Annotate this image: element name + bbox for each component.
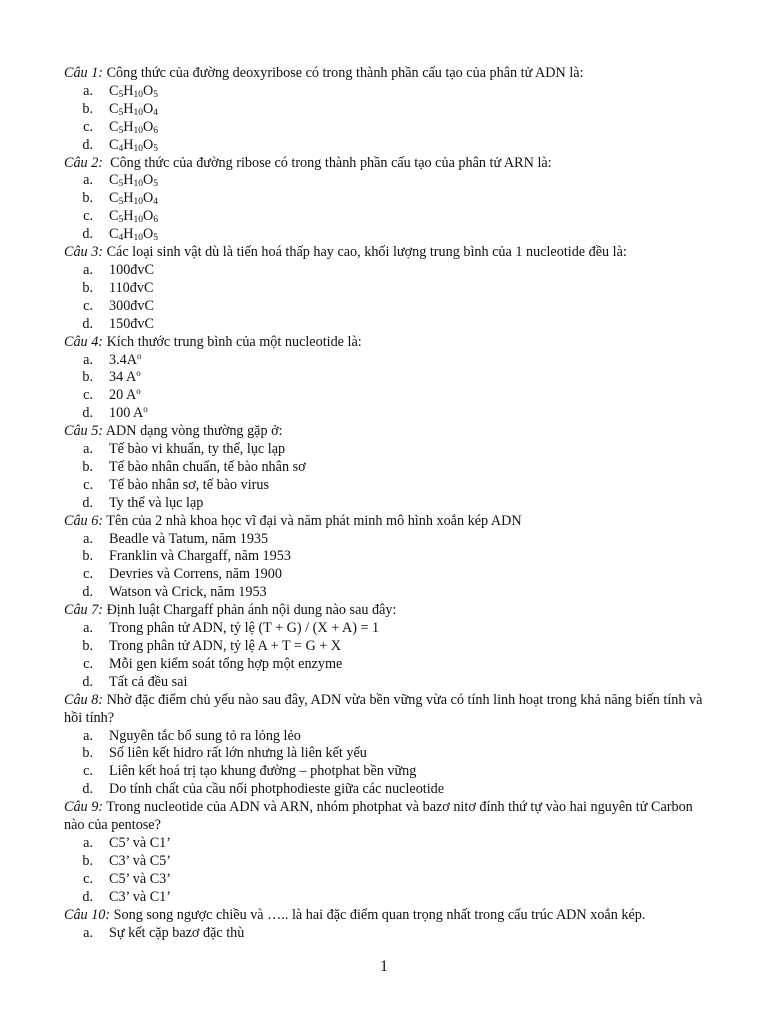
answer-option — [64, 763, 714, 781]
answer-option — [64, 656, 714, 674]
question-text: Công thức của đường ribose có trong thành phần cấu tạo của phân tử ARN là: — [103, 154, 552, 171]
question-label: Câu 3: — [64, 244, 104, 261]
answer-option — [64, 369, 714, 387]
option-text: Devries và Correns, năm 1900 — [109, 566, 282, 583]
question-text: Các loại sinh vật dù là tiến hoá thấp hay cao, khối lượng trung bình của 1 nucleotide đều là: — [103, 244, 627, 261]
question-text: ADN dạng vòng thường gặp ở: — [103, 423, 283, 440]
option-letter: a. — [83, 924, 93, 941]
answer-option — [64, 531, 714, 549]
answer-option — [64, 459, 714, 477]
option-letter: a. — [83, 620, 93, 637]
question-text: Định luật Chargaff phản ánh nội dung nào sau đây: — [103, 602, 397, 619]
answer-option — [64, 137, 714, 155]
answer-option — [64, 835, 714, 853]
option-text: Do tính chất của cầu nối photphodieste giữa các nucleotide — [109, 781, 445, 798]
option-text: Tế bào nhân sơ, tế bào virus — [109, 476, 269, 493]
option-text: Tế bào nhân chuẩn, tế bào nhân sơ — [109, 458, 306, 475]
question-label: Câu 8: — [64, 691, 104, 708]
answer-option — [64, 101, 714, 119]
answer-option — [64, 781, 714, 799]
option-letter: b. — [82, 190, 93, 207]
option-text: 100 $A^o$ — [109, 404, 148, 422]
question-text: Trong nucleotide của ADN và ARN, nhóm photphat và bazơ nitơ đính thứ tự vào hai nguyên tử Carbon nào của pentose? — [64, 799, 697, 834]
question-5 — [64, 423, 714, 441]
option-text: 34 $A^o$ — [109, 368, 141, 386]
option-text: C3’ và C5’ — [109, 852, 171, 869]
option-text: Tất cả đều sai — [109, 673, 188, 690]
option-text: Liên kết hoá trị tạo khung đường – photphat bền vững — [109, 763, 417, 780]
answer-option — [64, 745, 714, 763]
question-3 — [64, 244, 714, 262]
option-text: Tế bào vi khuẩn, ty thể, lục lạp — [109, 441, 286, 458]
option-text: Franklin và Chargaff, năm 1953 — [109, 548, 291, 565]
option-text: $C_4H_{10}O_5$ — [109, 136, 158, 154]
answer-option — [64, 352, 714, 370]
option-letter: c. — [83, 118, 93, 135]
option-text: C5’ và C1’ — [109, 834, 171, 851]
answer-option — [64, 208, 714, 226]
answer-option — [64, 584, 714, 602]
option-letter: c. — [83, 763, 93, 780]
answer-option — [64, 638, 714, 656]
question-label: Câu 7: — [64, 602, 104, 619]
option-text: 100đvC — [109, 261, 154, 278]
answer-option — [64, 172, 714, 190]
option-letter: a. — [83, 172, 93, 189]
question-7 — [64, 602, 714, 620]
answer-option — [64, 262, 714, 280]
option-text: 110đvC — [109, 279, 154, 296]
answer-option — [64, 889, 714, 907]
option-text: Nguyên tắc bổ sung tỏ ra lỏng lẻo — [109, 727, 301, 744]
option-text: $C_5H_{10}O_6$ — [109, 118, 158, 136]
option-text: 20 $A^o$ — [109, 386, 141, 404]
question-8 — [64, 692, 714, 728]
answer-option — [64, 620, 714, 638]
option-text: C5’ và C3’ — [109, 870, 171, 887]
question-text: Nhờ đặc điểm chủ yếu nào sau đây, ADN vừa bền vững vừa có tính linh hoạt trong khả năng biến tính và hồi tính? — [64, 691, 706, 726]
answer-option — [64, 871, 714, 889]
question-1 — [64, 65, 714, 83]
question-10 — [64, 907, 714, 925]
option-text: Watson và Crick, năm 1953 — [109, 584, 267, 601]
option-letter: b. — [82, 100, 93, 117]
page-number: 1 — [380, 958, 388, 975]
option-letter: c. — [83, 297, 93, 314]
option-letter: b. — [82, 548, 93, 565]
option-letter: a. — [83, 261, 93, 278]
option-letter: c. — [83, 387, 93, 404]
option-letter: d. — [82, 226, 93, 243]
option-text: $C_4H_{10}O_5$ — [109, 226, 158, 244]
option-text: $C_5H_{10}O_5$ — [109, 82, 158, 100]
question-list — [64, 65, 714, 942]
option-text: $C_5H_{10}O_6$ — [109, 208, 158, 226]
answer-option — [64, 925, 714, 943]
option-letter: c. — [83, 870, 93, 887]
answer-option — [64, 495, 714, 513]
option-letter: d. — [82, 888, 93, 905]
option-letter: d. — [82, 584, 93, 601]
question-9 — [64, 799, 714, 835]
answer-option — [64, 477, 714, 495]
question-text: Song song ngược chiều và ….. là hai đặc điểm quan trọng nhất trong cấu trúc ADN xoắn kép. — [110, 906, 646, 923]
option-letter: c. — [83, 208, 93, 225]
option-text: 150đvC — [109, 315, 154, 332]
answer-option — [64, 566, 714, 584]
question-2 — [64, 155, 714, 173]
option-letter: b. — [82, 638, 93, 654]
answer-option — [64, 226, 714, 244]
answer-option — [64, 280, 714, 298]
answer-option — [64, 674, 714, 692]
option-text: Trong phân tử ADN, tỷ lệ (T + G) / (X + A) = 1 — [109, 620, 380, 637]
question-6 — [64, 513, 714, 531]
option-letter: b. — [82, 745, 93, 762]
option-letter: a. — [83, 834, 93, 851]
answer-option — [64, 83, 714, 101]
option-text: Trong phân tử ADN, tỷ lệ A + T = G + X — [109, 638, 342, 654]
question-label: Câu 10: — [64, 906, 111, 923]
option-letter: a. — [83, 530, 93, 547]
option-letter: b. — [82, 852, 93, 869]
option-text: $3.4A^o$ — [109, 350, 142, 368]
option-letter: d. — [82, 673, 93, 690]
option-letter: c. — [83, 566, 93, 583]
option-text: Số liên kết hidro rất lớn nhưng là liên kết yếu — [109, 745, 367, 762]
question-4 — [64, 334, 714, 352]
answer-option — [64, 853, 714, 871]
option-letter: c. — [83, 476, 93, 493]
option-text: $C_5H_{10}O_4$ — [109, 190, 158, 208]
option-letter: a. — [83, 441, 93, 458]
answer-option — [64, 405, 714, 423]
option-letter: b. — [82, 458, 93, 475]
option-text: $C_5H_{10}O_5$ — [109, 172, 158, 190]
question-label: Câu 1: — [64, 65, 104, 81]
answer-option — [64, 728, 714, 746]
answer-option — [64, 190, 714, 208]
question-label: Câu 9: — [64, 799, 104, 816]
answer-option — [64, 316, 714, 334]
answer-option — [64, 441, 714, 459]
option-text: Sự kết cặp bazơ đặc thù — [109, 924, 245, 941]
option-letter: b. — [82, 369, 93, 386]
option-letter: a. — [83, 727, 93, 744]
option-text: $C_5H_{10}O_4$ — [109, 100, 158, 118]
option-text: Ty thể và lục lạp — [109, 494, 204, 511]
option-letter: d. — [82, 405, 93, 422]
option-letter: b. — [82, 279, 93, 296]
option-text: C3’ và C1’ — [109, 888, 171, 905]
question-text: Kích thước trung bình của một nucleotide là: — [103, 333, 362, 350]
answer-option — [64, 298, 714, 316]
option-letter: d. — [82, 315, 93, 332]
option-letter: d. — [82, 494, 93, 511]
option-text: 300đvC — [109, 297, 154, 314]
option-text: Mỗi gen kiểm soát tổng hợp một enzyme — [109, 655, 343, 672]
question-label: Câu 4: — [64, 333, 104, 350]
question-text: Công thức của đường deoxyribose có trong thành phần cấu tạo của phân tử ADN là: — [103, 65, 584, 81]
option-letter: d. — [82, 781, 93, 798]
option-letter: d. — [82, 136, 93, 153]
answer-option — [64, 119, 714, 137]
question-label: Câu 2: — [64, 154, 104, 171]
option-letter: c. — [83, 655, 93, 672]
option-letter: a. — [83, 82, 93, 99]
question-label: Câu 5: — [64, 423, 104, 440]
question-text: Tên của 2 nhà khoa học vĩ đại và năm phát minh mô hình xoắn kép ADN — [103, 512, 522, 529]
option-text: Beadle và Tatum, năm 1935 — [109, 530, 269, 547]
answer-option — [64, 387, 714, 405]
answer-option — [64, 548, 714, 566]
question-label: Câu 6: — [64, 512, 104, 529]
option-letter: a. — [83, 351, 93, 368]
